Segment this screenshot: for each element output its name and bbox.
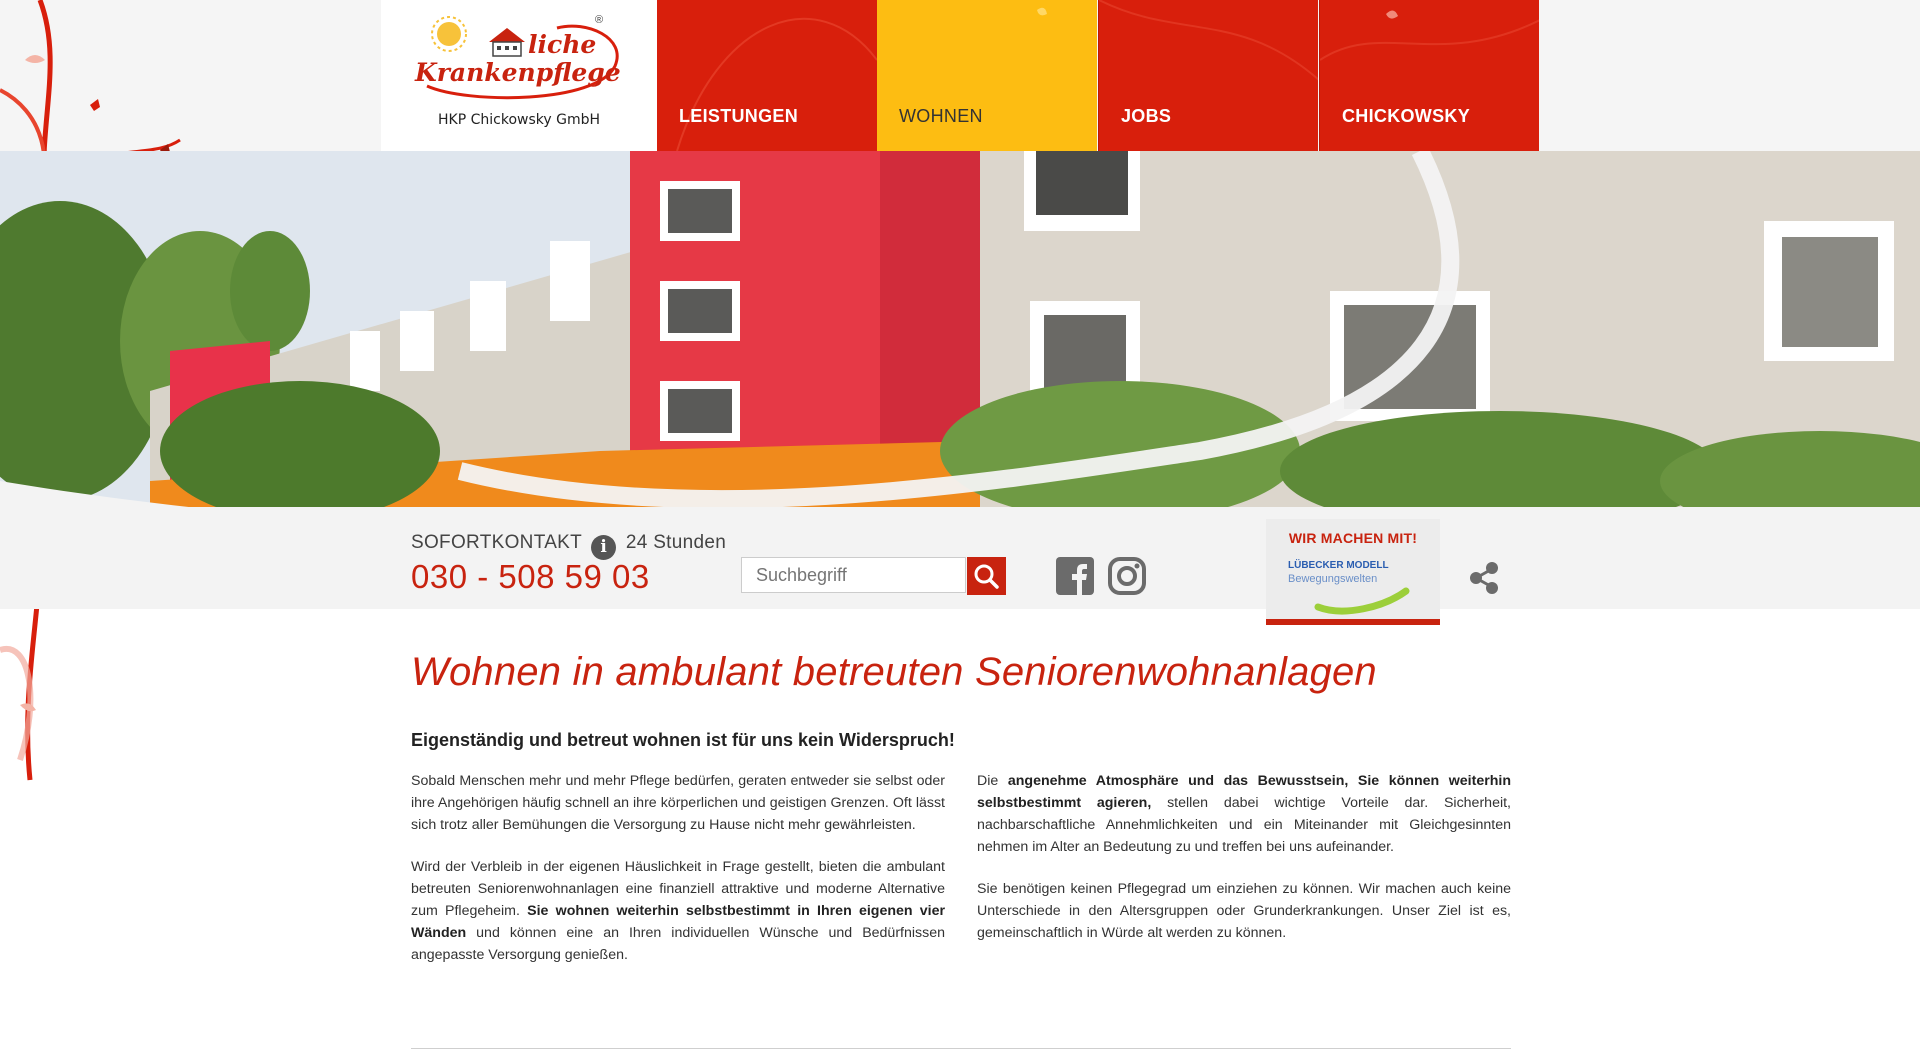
share-icon[interactable] xyxy=(1466,560,1502,596)
sofortkontakt-label: SOFORTKONTAKT xyxy=(411,532,582,553)
logo-wordmark-top: liche xyxy=(528,30,597,59)
paragraph-bold: angenehme Atmosphäre und das Bewusstsein, Sie können weiterhin selbstbestimmt agieren, xyxy=(977,773,1512,811)
instagram-icon[interactable] xyxy=(1108,557,1146,595)
nav-swirl xyxy=(1099,0,1318,151)
hero-image xyxy=(0,151,1920,507)
nav-swirl xyxy=(657,0,877,151)
info-icon[interactable]: i xyxy=(591,535,616,560)
nav-item-leistungen[interactable] xyxy=(657,0,877,151)
nav-label: CHICKOWSKY xyxy=(1342,106,1470,126)
hours-label: 24 Stunden xyxy=(625,532,727,553)
logo[interactable] xyxy=(381,0,657,151)
paragraph-text: Wird der Verbleib in der eigenen Häuslichkeit in Frage gestellt, bieten die ambulant betreuten Seniorenwohnanlagen eine finanziell attraktive und moderne Alternative zum Pflegeheim. xyxy=(411,859,945,919)
logo-wordmark: Krankenpflege xyxy=(415,58,621,87)
divider xyxy=(411,1048,1511,1049)
paragraph-text: Die xyxy=(977,773,1008,789)
badge-line1a: LÜBECKER xyxy=(1288,560,1347,571)
paragraph-bold: Sie wohnen weiterhin selbstbestimmt in Ihren eigenen vier Wänden xyxy=(411,903,946,941)
paragraph: Sie benötigen keinen Pflegegrad um einziehen zu können. Wir machen auch keine Unterschiede in den Altersgruppen oder Grunderkrankungen. Unser Ziel ist es, gemeinschaftlich in Würde alt werden zu können. xyxy=(977,881,1511,941)
paragraph xyxy=(411,856,945,966)
content-column-left xyxy=(411,770,945,986)
nav-item-jobs[interactable] xyxy=(1098,0,1318,151)
lead-text: Eigenständig und betreut wohnen ist für uns kein Widerspruch! xyxy=(411,730,955,750)
nav-swirl xyxy=(1320,0,1539,151)
wir-machen-mit-badge[interactable] xyxy=(1266,519,1440,625)
sun-icon xyxy=(432,17,466,51)
nav-item-chickowsky[interactable] xyxy=(1319,0,1539,151)
badge-line1b: MODELL xyxy=(1346,560,1389,571)
paragraph-text: stellen dabei wichtige Vorteile dar. Sicherheit, nachbarschaftliche Annehmlichkeiten und ein Miteinander mit Gleichgesinnten nehmen im Alter an Bedeutung zu und treffen bei uns aufeinander. xyxy=(977,795,1511,855)
page-title: Wohnen in ambulant betreuten Seniorenwohnanlagen xyxy=(411,650,1377,694)
house-icon xyxy=(489,28,525,56)
badge-line1 xyxy=(1288,560,1389,571)
facebook-icon[interactable] xyxy=(1056,557,1094,595)
badge-title: WIR MACHEN MIT! xyxy=(1288,530,1418,546)
content-column-right xyxy=(977,770,1511,964)
search-icon xyxy=(967,557,1006,595)
registered-mark: ® xyxy=(595,14,604,26)
phone-number[interactable]: 030 - 508 59 03 xyxy=(411,558,650,595)
badge-line2: Bewegungswelten xyxy=(1288,573,1378,585)
paragraph: Sobald Menschen mehr und mehr Pflege bedürfen, geraten entweder sie selbst oder ihre Angehörigen häufig schnell an ihre körperlichen und geistigen Grenzen. Oft lässt sich trotz aller Bemühungen die Versorgung zu Hause nicht mehr gewährleisten. xyxy=(411,773,945,833)
search-button[interactable] xyxy=(967,557,1006,595)
nav-label: WOHNEN xyxy=(899,106,983,126)
nav-label: LEISTUNGEN xyxy=(679,106,799,126)
search-input[interactable] xyxy=(741,557,966,593)
nav-swirl xyxy=(877,0,1097,151)
paragraph xyxy=(977,770,1511,858)
sofortkontakt xyxy=(411,532,726,560)
logo-subtitle: HKP Chickowsky GmbH xyxy=(438,112,600,128)
badge-swoosh xyxy=(1314,577,1424,617)
nav-item-wohnen[interactable] xyxy=(877,0,1097,151)
nav-label: JOBS xyxy=(1121,106,1172,126)
paragraph-text: und können eine an Ihren individuellen Wünsche und Bedürfnissen angepasste Versorgung genießen. xyxy=(411,925,945,963)
